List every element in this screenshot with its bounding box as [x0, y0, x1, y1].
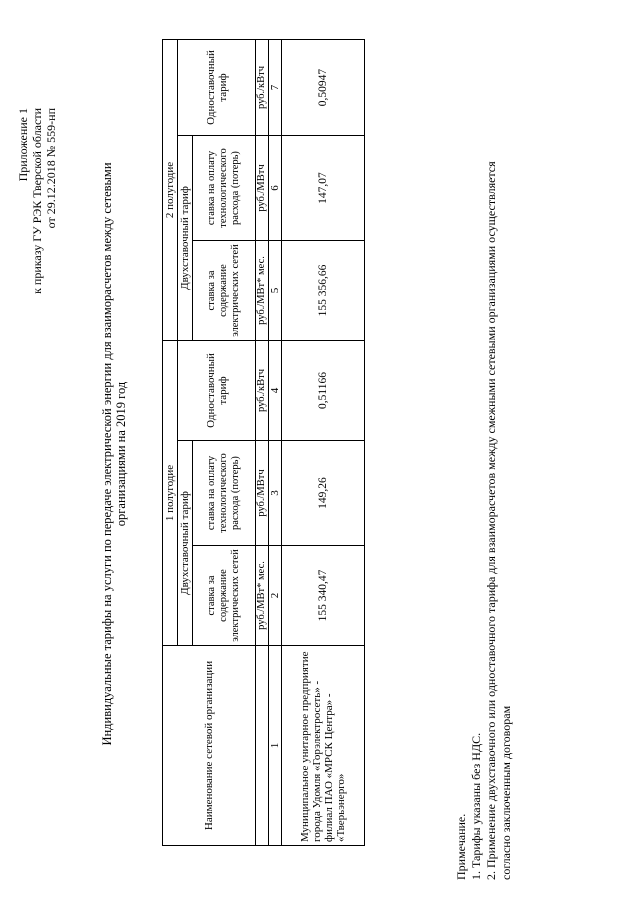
header-h1-maintenance: ставка за содержание электрических сетей — [193, 546, 256, 646]
header-h1-losses: ставка на оплату технологического расхода (потерь) — [193, 441, 256, 546]
notes-section — [454, 20, 514, 880]
appendix-line-1: Приложение 1 — [16, 108, 30, 182]
header-h1-one-part: Одноставочный тариф — [178, 341, 256, 441]
column-number-1: 1 — [269, 646, 282, 846]
header-h2-two-part: Двухставочный тариф — [178, 136, 193, 341]
column-number-6: 6 — [269, 136, 282, 241]
header-h2-losses: ставка на оплату технологического расхода (потерь) — [193, 136, 256, 241]
unit-col-1 — [256, 646, 269, 846]
header-org-name: Наименование сетевой организации — [163, 646, 256, 846]
tariff-table — [162, 39, 365, 846]
title-line-1: Индивидуальные тарифы на услуги по передаче электрической энергии для взаиморасчетов между сетевыми — [100, 162, 114, 746]
h2-losses-value: 147,07 — [282, 136, 365, 241]
unit-col-4: руб./кВтч — [256, 341, 269, 441]
column-number-4: 4 — [269, 341, 282, 441]
header-h2-maintenance: ставка за содержание электрических сетей — [193, 241, 256, 341]
header-half-2: 2 полугодие — [163, 40, 178, 341]
h2-one-part-value: 0,50947 — [282, 40, 365, 136]
appendix-line-3: от 29.12.2018 № 559-нп — [44, 108, 58, 229]
notes-heading: Примечание. — [454, 813, 468, 880]
unit-col-3: руб./МВтч — [256, 441, 269, 546]
appendix-line-2: к приказу ГУ РЭК Тверской области — [30, 108, 44, 294]
note-item-3: согласно заключенным договорам — [499, 705, 513, 880]
title-line-2: организациями на 2019 год — [114, 381, 128, 527]
h1-maintenance-value: 155 340,47 — [282, 546, 365, 646]
unit-col-7: руб./кВтч — [256, 40, 269, 136]
note-item-2: 2. Применение двухставочного или одноставочного тарифа для взаиморасчетов между смежными сетевыми организациями осуществляется — [484, 161, 498, 880]
header-h2-one-part: Одноставочный тариф — [178, 40, 256, 136]
column-number-3: 3 — [269, 441, 282, 546]
unit-col-6: руб./МВтч — [256, 136, 269, 241]
org-name-cell: Муниципальное унитарное предприятие города Удомля «Горэлектросеть» - филиал ПАО «МРСК Центра» - «Тверьэнерго» — [282, 646, 365, 846]
unit-col-2: руб./МВт* мес. — [256, 546, 269, 646]
header-h1-two-part: Двухставочный тариф — [178, 441, 193, 646]
appendix-reference — [16, 108, 58, 294]
column-number-2: 2 — [269, 546, 282, 646]
column-number-5: 5 — [269, 241, 282, 341]
h1-one-part-value: 0,51166 — [282, 341, 365, 441]
table-row — [282, 40, 365, 846]
h1-losses-value: 149,26 — [282, 441, 365, 546]
note-item-1: 1. Тарифы указаны без НДС. — [469, 732, 483, 880]
h2-maintenance-value: 155 356,66 — [282, 241, 365, 341]
column-number-7: 7 — [269, 40, 282, 136]
unit-col-5: руб./МВт* мес. — [256, 241, 269, 341]
document-title — [100, 74, 128, 834]
header-half-1: 1 полугодие — [163, 341, 178, 646]
